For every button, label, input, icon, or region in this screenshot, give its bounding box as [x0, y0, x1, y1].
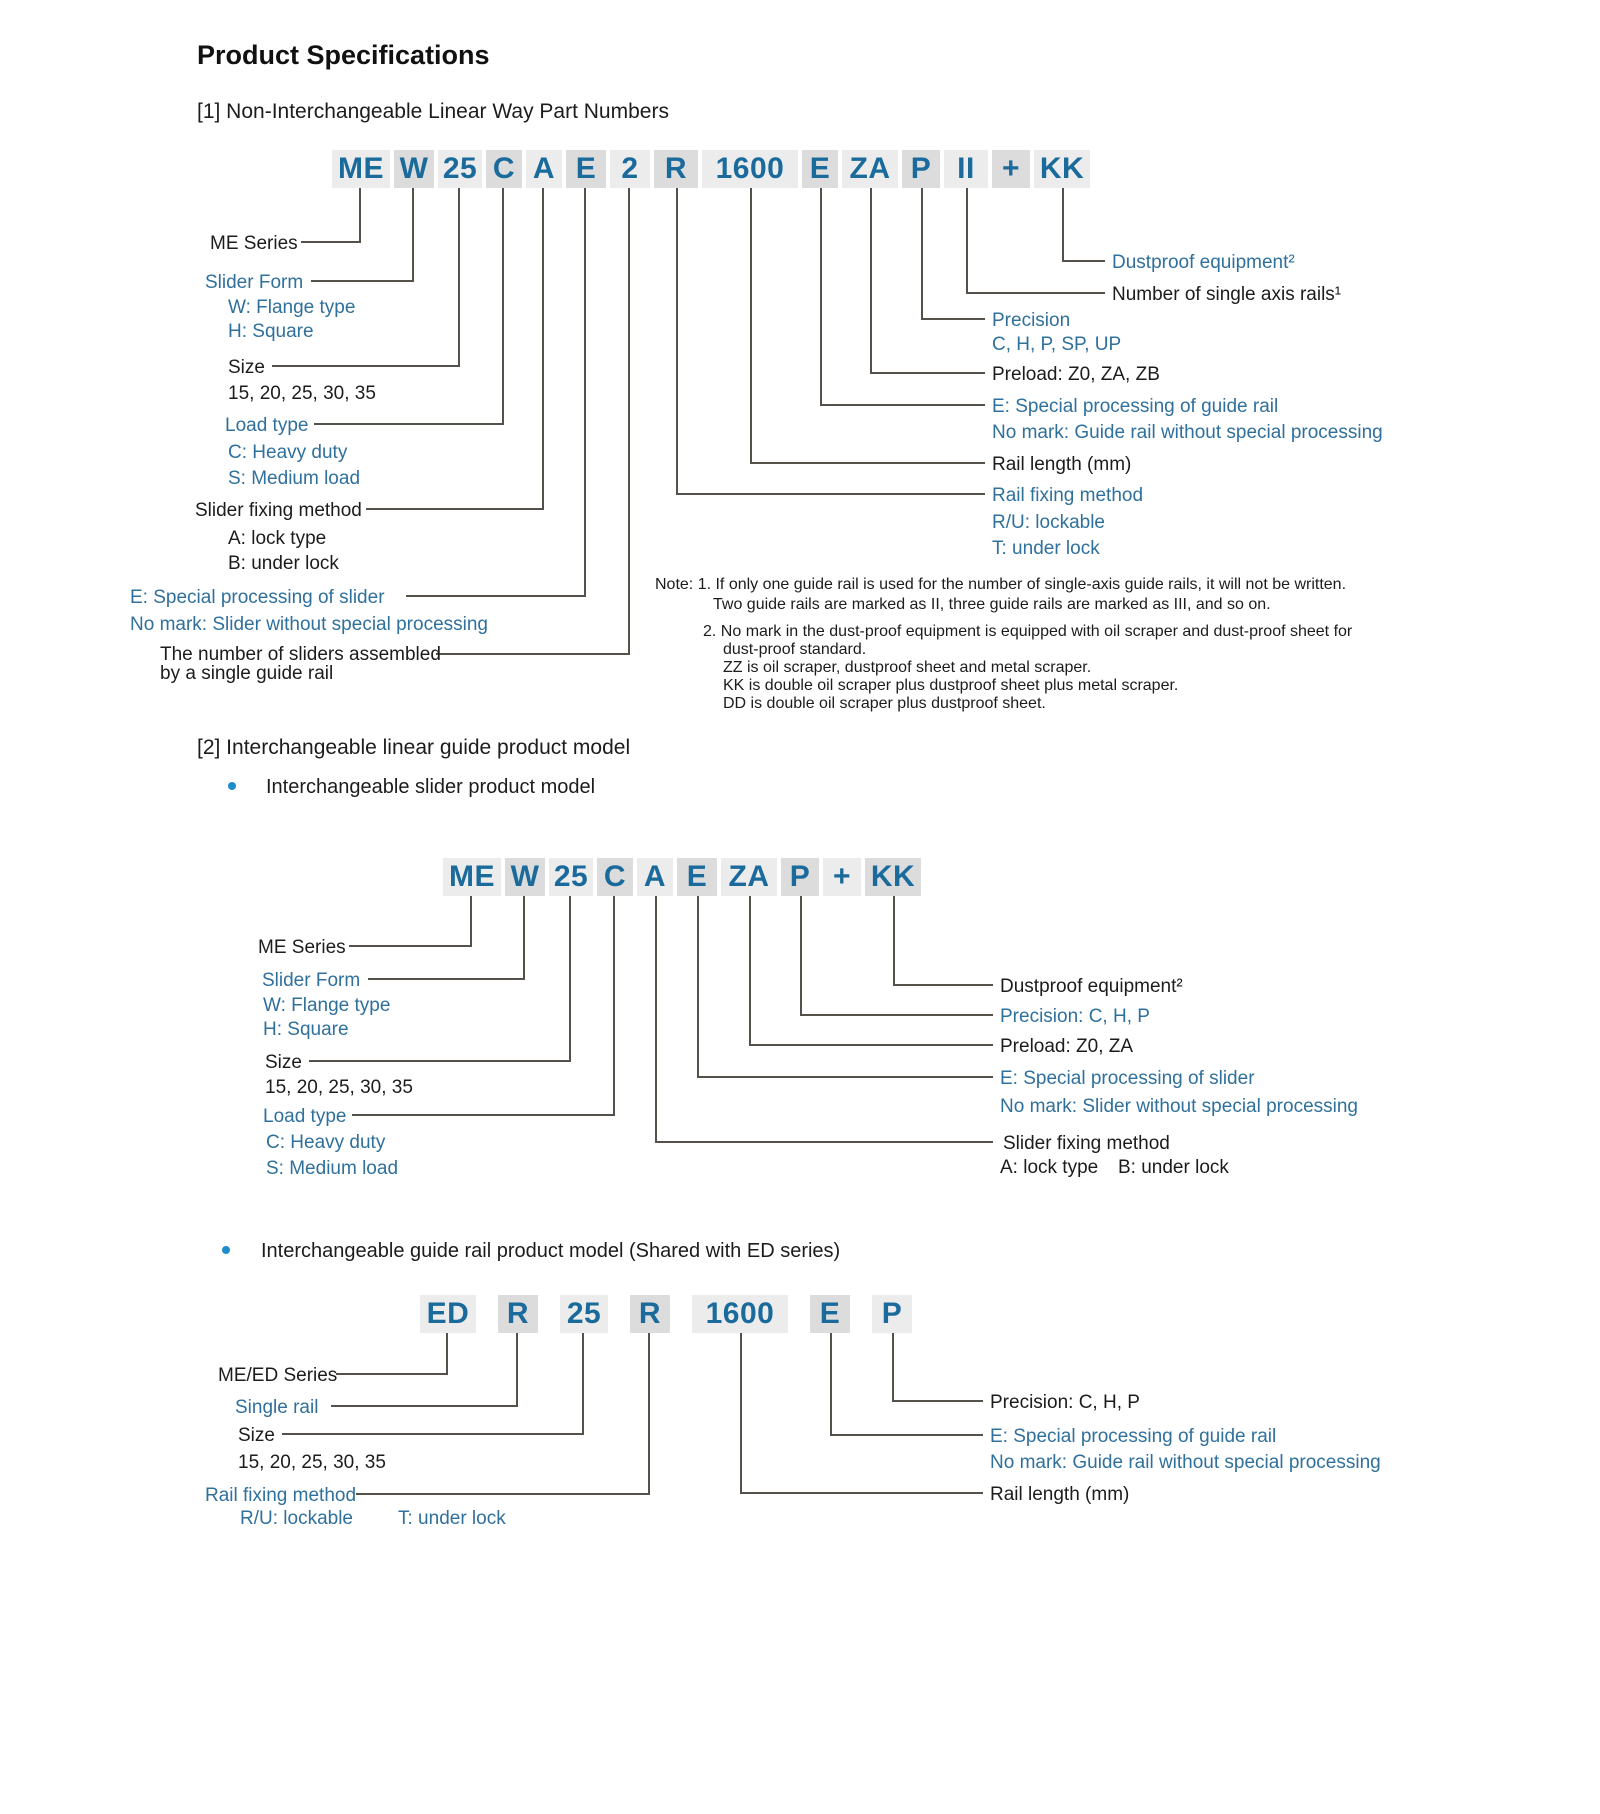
- label-slider-form: Slider Form: [205, 272, 304, 293]
- label-size-values: 15, 20, 25, 30, 35: [238, 1452, 386, 1473]
- section1-heading: [1] Non-Interchangeable Linear Way Part Numbers: [197, 100, 669, 123]
- part-number-segment: ME: [443, 858, 501, 896]
- part-number-segment: 1600: [692, 1295, 788, 1333]
- part-number-segment: C: [597, 858, 633, 896]
- part-number-segment: II: [944, 150, 988, 188]
- part-number-segment: 25: [560, 1295, 608, 1333]
- part-number-segment: +: [992, 150, 1030, 188]
- leader-line: [436, 188, 630, 655]
- page-title: Product Specifications: [197, 40, 490, 70]
- label-rail-length: Rail length (mm): [992, 454, 1132, 475]
- part-number-segment: +: [823, 858, 861, 896]
- label-slider-fixing: Slider fixing method: [1003, 1133, 1170, 1154]
- label-special-slider-nomark: No mark: Slider without special processing: [130, 614, 488, 635]
- label-preload: Preload: Z0, ZA: [1000, 1036, 1134, 1057]
- label-dustproof: Dustproof equipment²: [1112, 252, 1295, 273]
- label-rail-length: Rail length (mm): [990, 1484, 1130, 1505]
- leader-line: [356, 1333, 650, 1495]
- part-number-segment: A: [637, 858, 673, 896]
- label-size-values: 15, 20, 25, 30, 35: [265, 1077, 413, 1098]
- label-size: Size: [228, 357, 265, 378]
- label-load-type-c: C: Heavy duty: [228, 442, 348, 463]
- part-number-segment: A: [526, 150, 562, 188]
- label-slider-fixing-a: A: lock type: [1000, 1157, 1099, 1178]
- part-number-segment: E: [677, 858, 717, 896]
- label-special-slider: E: Special processing of slider: [1000, 1068, 1255, 1089]
- part-number-row-3: [420, 1295, 912, 1333]
- label-special-slider-nomark: No mark: Slider without special processing: [1000, 1096, 1358, 1117]
- label-rail-fixing: Rail fixing method: [205, 1485, 357, 1506]
- part-number-segment: KK: [1034, 150, 1090, 188]
- part-number-segment: ED: [420, 1295, 476, 1333]
- leader-line: [966, 188, 1105, 294]
- label-load-type-c: C: Heavy duty: [266, 1132, 386, 1153]
- label-rail-fixing-t: T: under lock: [992, 538, 1100, 559]
- label-special-slider: E: Special processing of slider: [130, 587, 385, 608]
- part-number-segment: C: [486, 150, 522, 188]
- part-number-segment: ME: [332, 150, 390, 188]
- label-rail-fixing-t: T: under lock: [398, 1508, 506, 1529]
- label-precision: Precision: C, H, P: [1000, 1006, 1150, 1027]
- label-precision: Precision: C, H, P: [990, 1392, 1140, 1413]
- part-number-segment: ZA: [721, 858, 777, 896]
- label-size: Size: [265, 1052, 302, 1073]
- label-rail-fixing-ru: R/U: lockable: [240, 1508, 353, 1529]
- section3-sub-heading: Interchangeable guide rail product model (Shared with ED series): [261, 1240, 841, 1262]
- part-number-segment: KK: [865, 858, 921, 896]
- note-line-3: 2. No mark in the dust-proof equipment is equipped with oil scraper and dust-proof sheet for: [703, 623, 1353, 640]
- leader-line: [740, 1333, 983, 1494]
- label-me-series: ME Series: [258, 937, 346, 958]
- label-slider-form-w: W: Flange type: [263, 995, 391, 1016]
- label-rails-count: Number of single axis rails¹: [1112, 284, 1342, 305]
- label-single-rail: Single rail: [235, 1397, 319, 1418]
- part-number-segment: W: [505, 858, 545, 896]
- note-line-4: dust-proof standard.: [723, 641, 867, 658]
- part-number-segment: P: [872, 1295, 912, 1333]
- label-load-type: Load type: [263, 1106, 347, 1127]
- part-number-segment: ZA: [842, 150, 898, 188]
- label-size-values: 15, 20, 25, 30, 35: [228, 383, 376, 404]
- label-me-series: ME Series: [210, 233, 298, 254]
- label-slider-form: Slider Form: [262, 970, 361, 991]
- part-number-segment: 2: [610, 150, 650, 188]
- part-number-segment: R: [654, 150, 698, 188]
- label-precision: Precision: [992, 310, 1071, 331]
- label-slider-form-w: W: Flange type: [228, 297, 356, 318]
- label-sliders-count-1: The number of sliders assembled: [160, 644, 441, 665]
- label-rail-fixing-ru: R/U: lockable: [992, 512, 1105, 533]
- note-line-7: DD is double oil scraper plus dustproof sheet.: [723, 695, 1046, 712]
- bullet-icon: [228, 782, 236, 790]
- label-special-rail-nomark: No mark: Guide rail without special processing: [990, 1452, 1381, 1473]
- label-slider-fixing-b: B: under lock: [1118, 1157, 1229, 1178]
- label-slider-fixing-b: B: under lock: [228, 553, 339, 574]
- label-me-ed-series: ME/ED Series: [218, 1365, 338, 1386]
- label-size: Size: [238, 1425, 275, 1446]
- label-slider-form-h: H: Square: [228, 321, 314, 342]
- part-number-row-1: [332, 150, 1090, 188]
- leader-line: [655, 896, 993, 1143]
- label-slider-form-h: H: Square: [263, 1019, 349, 1040]
- label-load-type: Load type: [225, 415, 309, 436]
- note-line-1: Note: 1. If only one guide rail is used for the number of single-axis guide rails, it will not be written.: [655, 576, 1347, 593]
- part-number-segment: 1600: [702, 150, 798, 188]
- label-special-rail: E: Special processing of guide rail: [990, 1426, 1277, 1447]
- label-load-type-s: S: Medium load: [266, 1158, 399, 1179]
- part-number-segment: E: [566, 150, 606, 188]
- part-number-segment: E: [810, 1295, 850, 1333]
- label-preload: Preload: Z0, ZA, ZB: [992, 364, 1160, 385]
- section2-sub-heading: Interchangeable slider product model: [266, 776, 596, 798]
- part-number-segment: 25: [438, 150, 482, 188]
- note-line-6: KK is double oil scraper plus dustproof sheet plus metal scraper.: [723, 677, 1179, 694]
- part-number-segment: W: [394, 150, 434, 188]
- bullet-icon: [222, 1246, 230, 1254]
- label-dustproof: Dustproof equipment²: [1000, 976, 1183, 997]
- part-number-segment: R: [498, 1295, 538, 1333]
- label-slider-fixing: Slider fixing method: [195, 500, 362, 521]
- part-number-segment: P: [902, 150, 940, 188]
- part-number-segment: R: [630, 1295, 670, 1333]
- leader-line: [676, 188, 985, 495]
- part-number-segment: 25: [549, 858, 593, 896]
- label-precision-values: C, H, P, SP, UP: [992, 334, 1122, 355]
- label-slider-fixing-a: A: lock type: [228, 528, 327, 549]
- part-number-row-2: [443, 858, 921, 896]
- label-load-type-s: S: Medium load: [228, 468, 361, 489]
- note-line-2: Two guide rails are marked as II, three guide rails are marked as III, and so on.: [713, 596, 1271, 613]
- section2-heading: [2] Interchangeable linear guide product model: [197, 736, 631, 759]
- label-special-rail: E: Special processing of guide rail: [992, 396, 1279, 417]
- note-line-5: ZZ is oil scraper, dustproof sheet and metal scraper.: [723, 659, 1092, 676]
- part-number-segment: E: [802, 150, 838, 188]
- label-special-rail-nomark: No mark: Guide rail without special processing: [992, 422, 1383, 443]
- part-number-segment: P: [781, 858, 819, 896]
- label-rail-fixing: Rail fixing method: [992, 485, 1144, 506]
- label-sliders-count-2: by a single guide rail: [160, 663, 334, 684]
